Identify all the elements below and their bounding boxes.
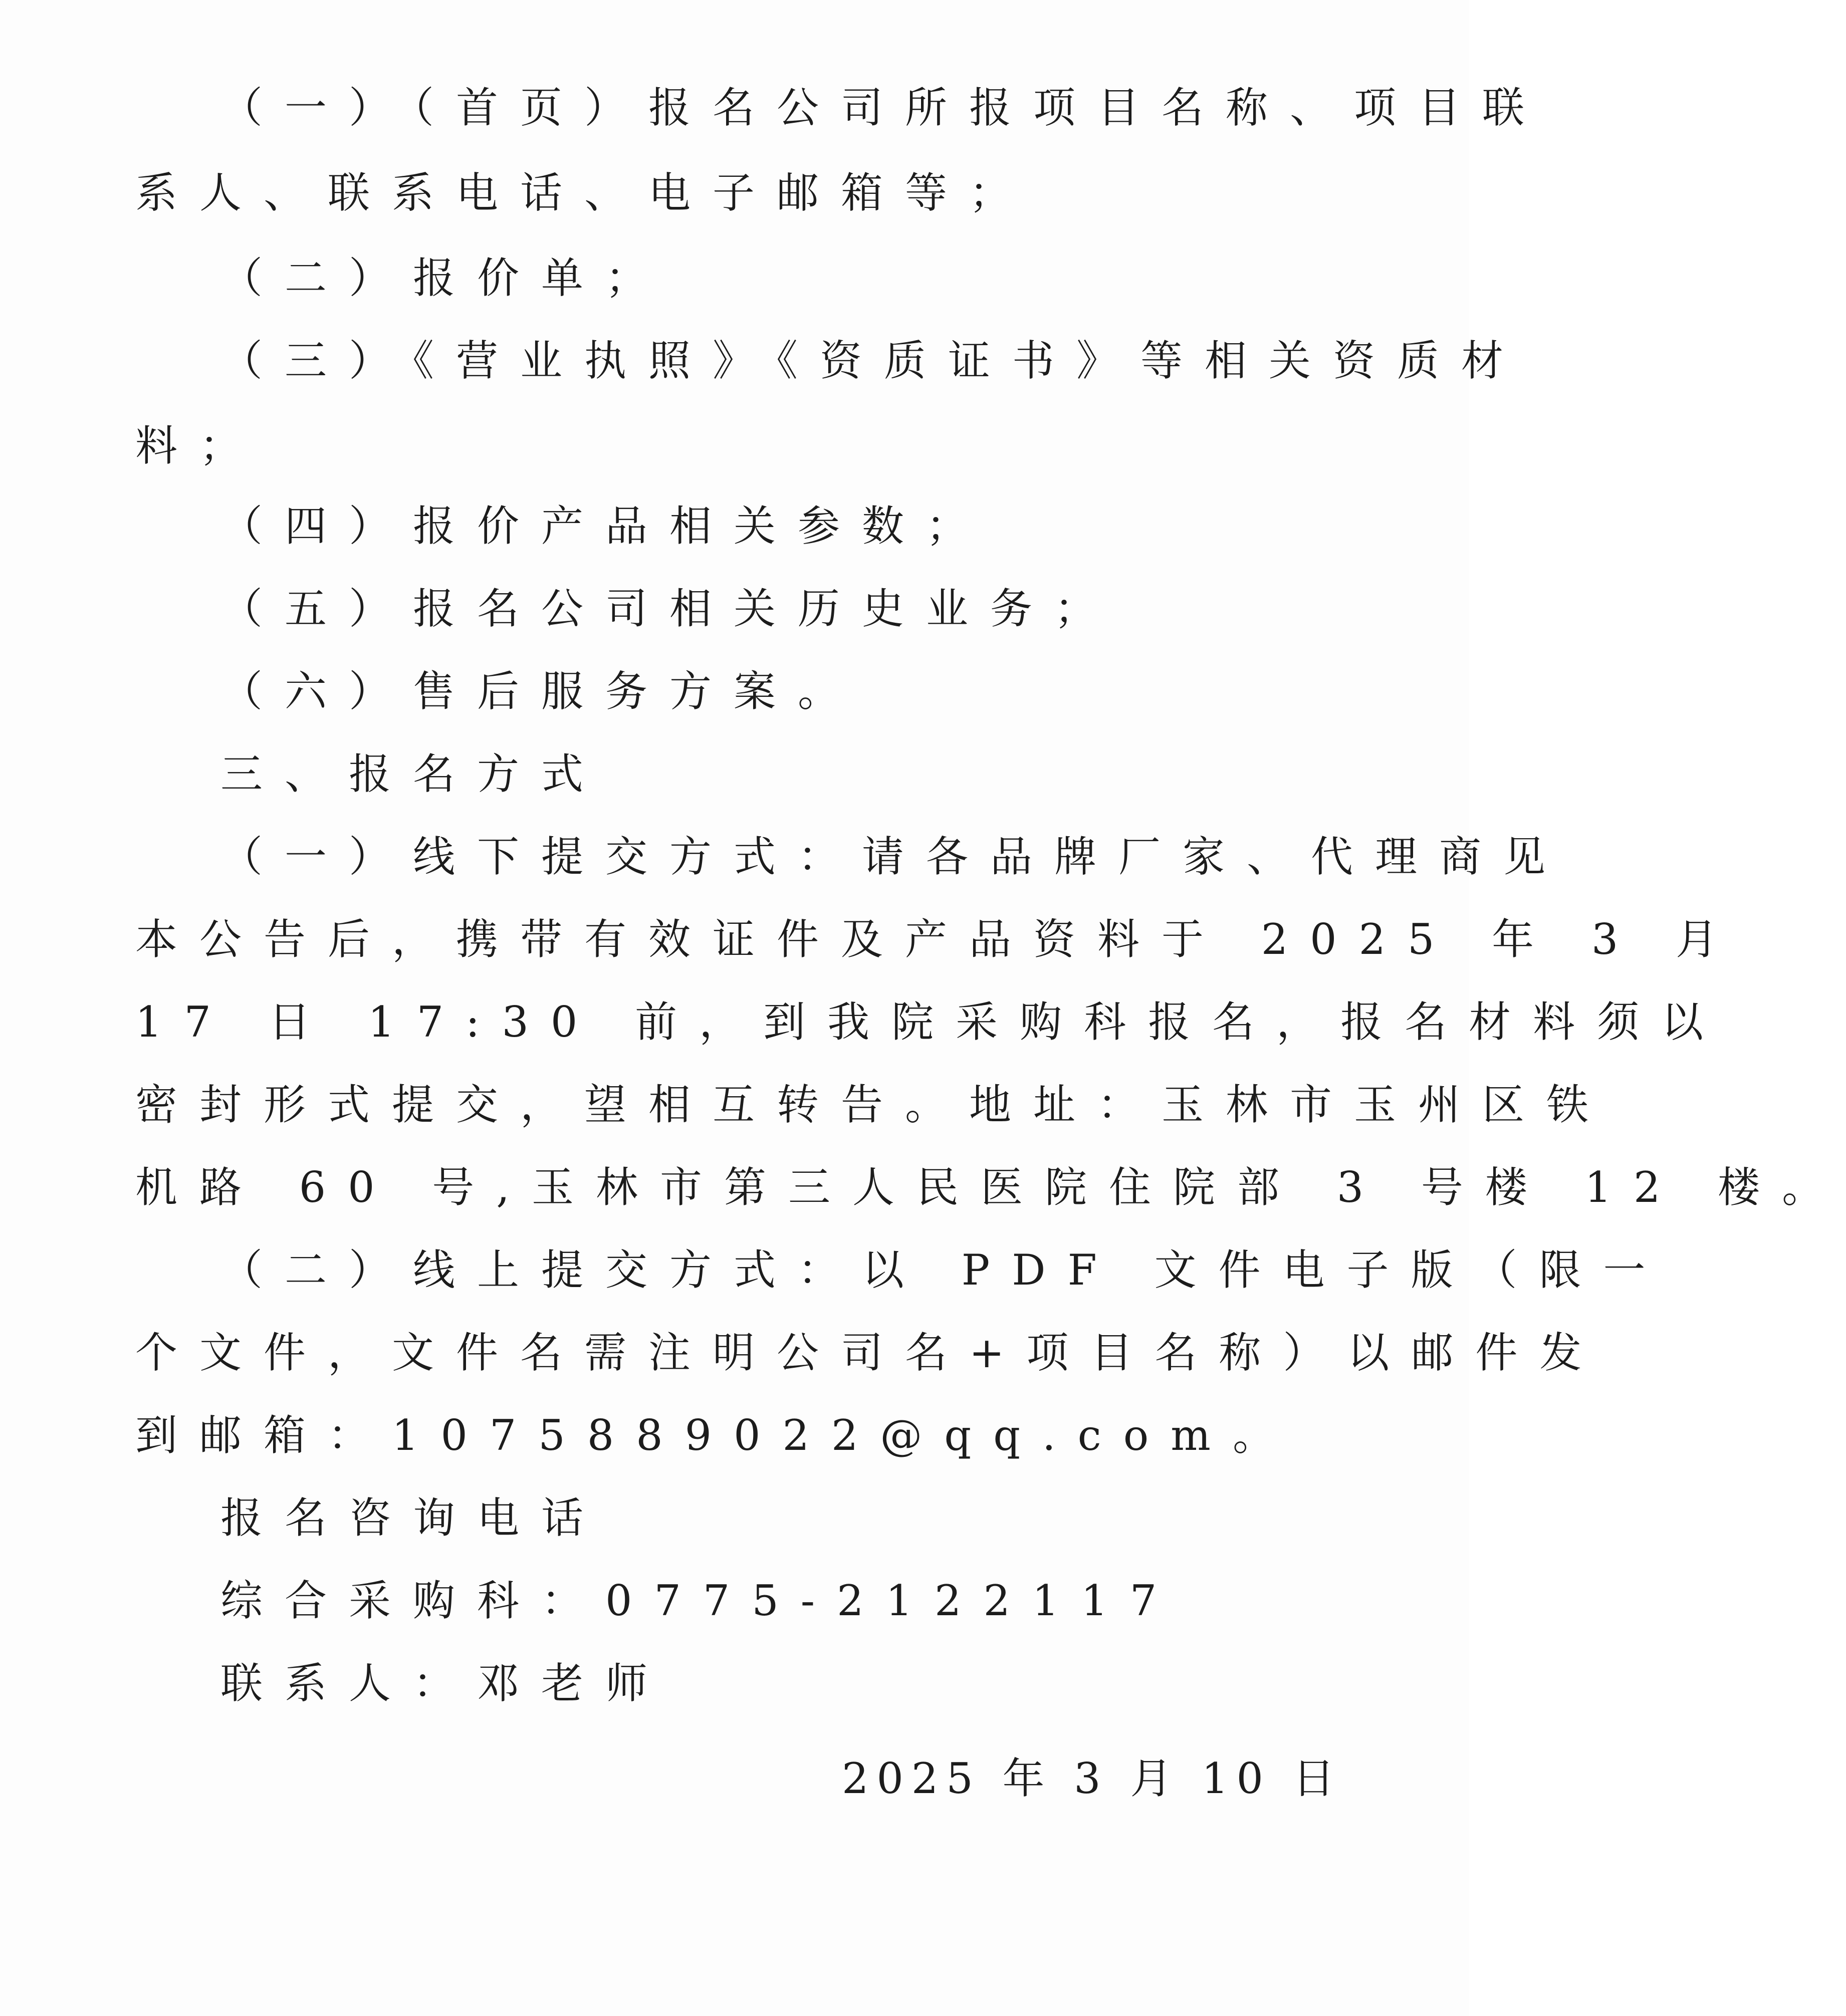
paragraph-line: 本公告后，携带有效证件及产品资料于 2025 年 3 月 (135, 915, 1740, 964)
paragraph-line: 个文件，文件名需注明公司名+项目名称）以邮件发 (135, 1328, 1604, 1377)
paragraph-line: （一）线下提交方式：请各品牌厂家、代理商见 (220, 832, 1568, 881)
paragraph-line: 17 日 17:30 前，到我院采购科报名，报名材料须以 (135, 997, 1726, 1047)
paragraph-line: 料； (135, 421, 264, 470)
paragraph-line: 密封形式提交，望相互转告。地址：玉林市玉州区铁 (135, 1080, 1611, 1129)
paragraph-line: （五）报名公司相关历史业务； (220, 584, 1119, 633)
paragraph-line: （六）售后服务方案。 (220, 667, 862, 716)
paragraph-line: （二）报价单； (220, 254, 670, 303)
section-heading: 三、报名方式 (220, 749, 606, 799)
paragraph-line: 机路 60 号,玉林市第三人民医院住院部 3 号楼 12 楼。 (135, 1163, 1846, 1212)
document-date: 2025 年 3 月 10 日 (842, 1754, 1343, 1803)
paragraph-line: 系人、联系电话、电子邮箱等； (135, 168, 1034, 217)
paragraph-line: 到邮箱：1075889022@qq.com。 (135, 1411, 1297, 1460)
paragraph-line: （三）《营业执照》《资质证书》等相关资质材 (220, 336, 1526, 385)
paragraph-line: （四）报价产品相关参数； (220, 501, 991, 551)
contact-person: 联系人：邓老师 (220, 1659, 670, 1708)
contact-heading: 报名咨询电话 (220, 1493, 606, 1543)
contact-phone: 综合采购科：0775-2122117 (220, 1576, 1179, 1625)
paragraph-line: （二）线上提交方式：以 PDF 文件电子版（限一 (220, 1245, 1668, 1295)
paragraph-line: （一）（首页）报名公司所报项目名称、项目联 (220, 83, 1547, 132)
